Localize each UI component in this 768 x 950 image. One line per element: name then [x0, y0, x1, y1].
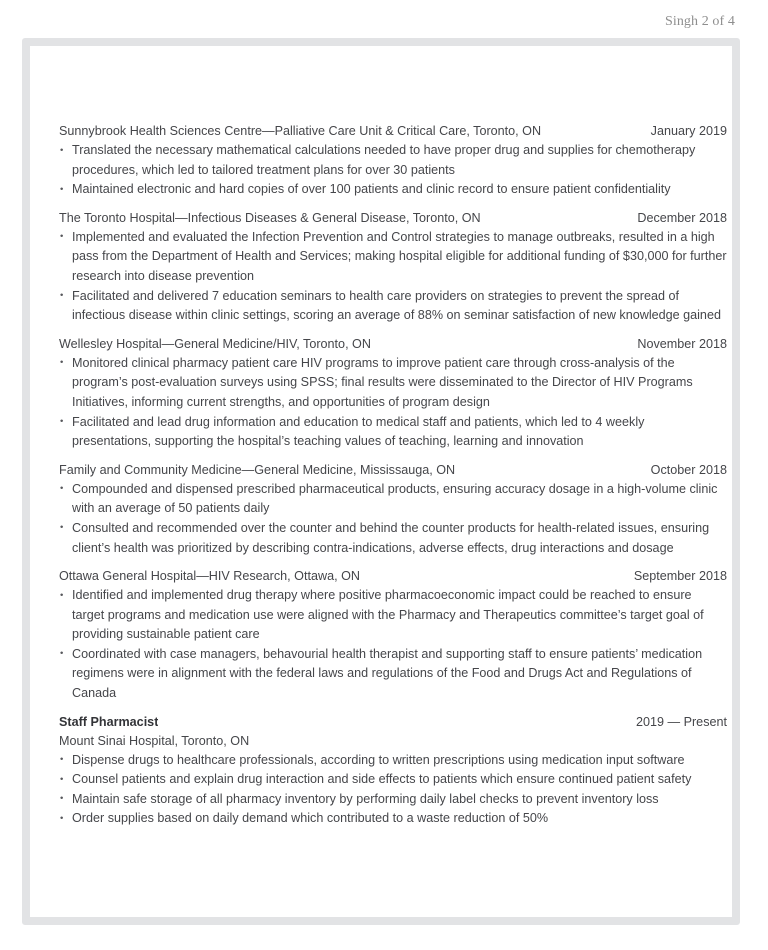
- entry-bullet-list: [59, 354, 727, 452]
- entry-date: September 2018: [633, 569, 727, 584]
- entry-header: [59, 713, 727, 732]
- entry-date: October 2018: [650, 462, 727, 477]
- entry-header: [59, 209, 727, 228]
- entry-header: [59, 335, 727, 354]
- entry-header: [59, 461, 727, 480]
- entry-date: December 2018: [637, 210, 727, 225]
- bullet-item: • Implemented and evaluated the Infection Prevention and Control strategies to manage outbreaks, resulted in a high pass from the Department of Health and Services; making hospital eligible for additional funding of $30,000 for further research into disease prevention: [59, 228, 727, 287]
- entry-date: 2019 — Present: [635, 714, 727, 729]
- entry-title: Sunnybrook Health Sciences Centre—Palliative Care Unit & Critical Care, Toronto, ON: [59, 124, 542, 138]
- resume-entry: [59, 713, 727, 829]
- bullet-item: • Maintain safe storage of all pharmacy inventory by performing daily label checks to prevent inventory loss: [59, 790, 727, 810]
- entry-bullet-list: [59, 228, 727, 326]
- page-sheet: [22, 38, 740, 925]
- bullet-item: • Compounded and dispensed prescribed pharmaceutical products, ensuring accuracy dosage in a high-volume clinic with an average of 50 patients daily: [59, 480, 727, 519]
- entry-title: Ottawa General Hospital—HIV Research, Ottawa, ON: [59, 569, 360, 584]
- bullet-item: • Identified and implemented drug therapy where positive pharmacoeconomic impact could be reached to ensure target programs and medication use were aligned with the Pharmacy and Therapeutics committee’s target goal of providing sustainable patient care: [59, 586, 727, 645]
- entry-subtitle: Mount Sinai Hospital, Toronto, ON: [59, 733, 250, 748]
- resume-entry: [59, 209, 727, 326]
- entry-title: Wellesley Hospital—General Medicine/HIV, Toronto, ON: [59, 336, 371, 351]
- bullet-item: • Translated the necessary mathematical calculations needed to have proper drug and supplies for chemotherapy procedures, which led to tailored treatment plans for over 30 patients: [59, 141, 727, 180]
- running-head: Singh 2 of 4: [664, 14, 735, 29]
- entry-date: November 2018: [637, 336, 727, 351]
- resume-content: [59, 122, 727, 829]
- entry-bullet-list: [59, 480, 727, 558]
- bullet-item: • Facilitated and lead drug information and education to medical staff and patients, which led to 4 weekly presentations, supporting the hospital’s teaching values of teaching, learning and innovation: [59, 413, 727, 452]
- entry-date: January 2019: [650, 124, 727, 138]
- entry-bullet-list: [59, 586, 727, 704]
- bullet-item: • Consulted and recommended over the counter and behind the counter products for health-related issues, ensuring client’s health was prioritized by describing contra-indications, adverse effects, drug interactions and dosage: [59, 519, 727, 558]
- bullet-item: • Dispense drugs to healthcare professionals, according to written prescriptions using medication input software: [59, 751, 727, 771]
- resume-entry: [59, 567, 727, 704]
- bullet-item: • Counsel patients and explain drug interaction and side effects to patients which ensure continued patient safety: [59, 770, 727, 790]
- resume-entry: [59, 122, 727, 200]
- entry-bullet-list: [59, 751, 727, 829]
- entry-title: Family and Community Medicine—General Medicine, Mississauga, ON: [59, 462, 456, 477]
- entry-title: Staff Pharmacist: [59, 714, 159, 729]
- bullet-item: • Monitored clinical pharmacy patient care HIV programs to improve patient care through cross-analysis of the program’s post-evaluation surveys using SPSS; final results were disseminated to the Director of HIV Programs Initiatives, informing current strengths, and opportunities of program design: [59, 354, 727, 413]
- entry-title: The Toronto Hospital—Infectious Diseases & General Disease, Toronto, ON: [59, 210, 481, 225]
- entry-header: [59, 122, 727, 141]
- bullet-item: • Facilitated and delivered 7 education seminars to health care providers on strategies to prevent the spread of infectious disease within clinic settings, scoring an average of 88% on seminar satisfaction of new knowledge gained: [59, 287, 727, 326]
- bullet-item: • Coordinated with case managers, behavourial health therapist and supporting staff to ensure patients’ medication regimens were in alignment with the federal laws and regulations of the Food and Drugs Act and Regulations of Canada: [59, 645, 727, 704]
- entry-header: [59, 567, 727, 586]
- bullet-item: • Maintained electronic and hard copies of over 100 patients and clinic record to ensure patient confidentiality: [59, 180, 727, 200]
- entry-bullet-list: [59, 141, 727, 200]
- resume-entry: [59, 335, 727, 452]
- resume-entry: [59, 461, 727, 558]
- bullet-item: • Order supplies based on daily demand which contributed to a waste reduction of 50%: [59, 809, 727, 829]
